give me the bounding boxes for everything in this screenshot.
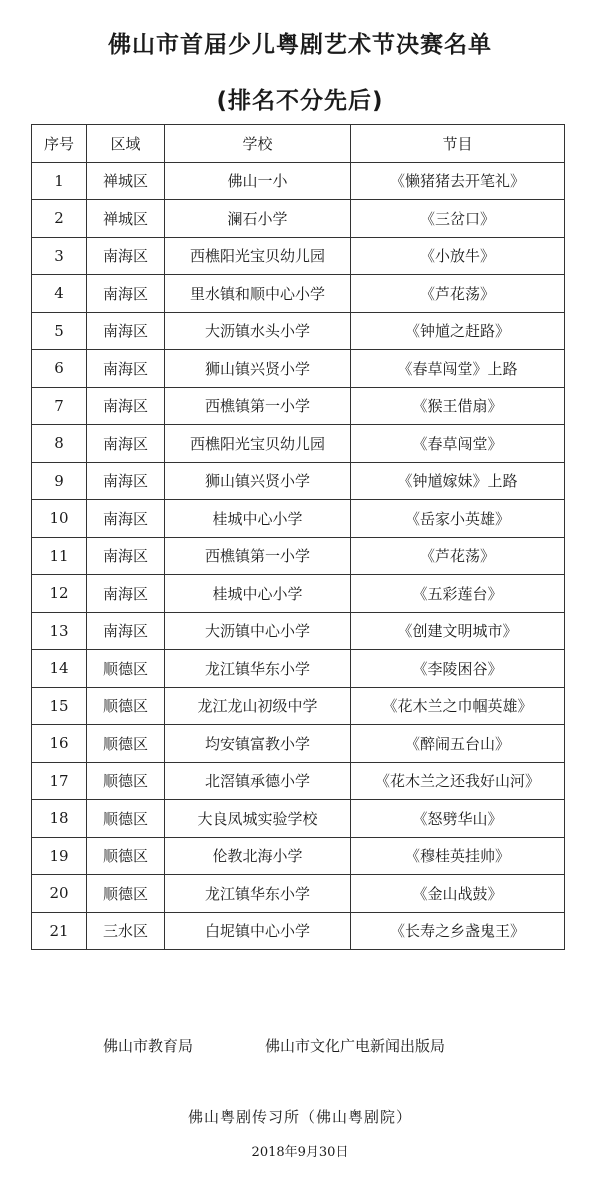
table-row <box>32 650 565 688</box>
table-row <box>32 800 565 838</box>
row-number: 6 <box>32 350 87 388</box>
row-program: 《小放牛》 <box>351 237 565 275</box>
table-row <box>32 575 565 613</box>
row-district: 南海区 <box>87 575 165 613</box>
row-school: 龙江龙山初级中学 <box>165 687 351 725</box>
table-row <box>32 200 565 238</box>
table-row <box>32 875 565 913</box>
table-row <box>32 612 565 650</box>
row-school: 狮山镇兴贤小学 <box>165 350 351 388</box>
table-row <box>32 387 565 425</box>
row-number: 12 <box>32 575 87 613</box>
row-number: 8 <box>32 425 87 463</box>
row-program: 《五彩莲台》 <box>351 575 565 613</box>
row-district: 南海区 <box>87 462 165 500</box>
row-program: 《花木兰之还我好山河》 <box>351 762 565 800</box>
table-row <box>32 725 565 763</box>
row-district: 三水区 <box>87 912 165 950</box>
table-row <box>32 462 565 500</box>
table-row <box>32 500 565 538</box>
row-program: 《芦花荡》 <box>351 275 565 313</box>
row-district: 顺德区 <box>87 687 165 725</box>
row-program: 《懒猪猪去开笔礼》 <box>351 162 565 200</box>
row-district: 南海区 <box>87 387 165 425</box>
row-program: 《花木兰之巾帼英雄》 <box>351 687 565 725</box>
table-body <box>32 162 565 950</box>
row-district: 南海区 <box>87 500 165 538</box>
row-program: 《醉闹五台山》 <box>351 725 565 763</box>
row-number: 10 <box>32 500 87 538</box>
row-number: 1 <box>32 162 87 200</box>
row-school: 伦教北海小学 <box>165 837 351 875</box>
row-number: 3 <box>32 237 87 275</box>
row-school: 龙江镇华东小学 <box>165 875 351 913</box>
table-row <box>32 837 565 875</box>
row-program: 《猴王借扇》 <box>351 387 565 425</box>
row-school: 均安镇富教小学 <box>165 725 351 763</box>
table-row <box>32 237 565 275</box>
row-school: 桂城中心小学 <box>165 500 351 538</box>
table-row <box>32 912 565 950</box>
row-district: 顺德区 <box>87 800 165 838</box>
table-row <box>32 537 565 575</box>
document-title: 佛山市首届少儿粤剧艺术节决赛名单 <box>108 32 492 58</box>
row-school: 澜石小学 <box>165 200 351 238</box>
row-number: 16 <box>32 725 87 763</box>
row-school: 狮山镇兴贤小学 <box>165 462 351 500</box>
row-district: 南海区 <box>87 237 165 275</box>
row-program: 《长寿之乡盏鬼王》 <box>351 912 565 950</box>
row-program: 《金山战鼓》 <box>351 875 565 913</box>
row-school: 西樵镇第一小学 <box>165 387 351 425</box>
header-number: 序号 <box>32 125 87 163</box>
row-district: 顺德区 <box>87 837 165 875</box>
row-program: 《李陵困谷》 <box>351 650 565 688</box>
table-row <box>32 350 565 388</box>
row-district: 南海区 <box>87 425 165 463</box>
table-row <box>32 425 565 463</box>
issuer-culture-bureau: 佛山市文化广电新闻出版局 <box>265 1037 446 1055</box>
row-school: 大良凤城实验学校 <box>165 800 351 838</box>
row-district: 禅城区 <box>87 200 165 238</box>
row-school: 龙江镇华东小学 <box>165 650 351 688</box>
row-district: 禅城区 <box>87 162 165 200</box>
header-district: 区域 <box>87 125 165 163</box>
row-district: 顺德区 <box>87 875 165 913</box>
row-number: 13 <box>32 612 87 650</box>
row-number: 19 <box>32 837 87 875</box>
row-program: 《穆桂英挂帅》 <box>351 837 565 875</box>
row-program: 《钟馗之赶路》 <box>351 312 565 350</box>
row-district: 南海区 <box>87 350 165 388</box>
row-school: 西樵阳光宝贝幼儿园 <box>165 425 351 463</box>
issue-date: 2018年9月30日 <box>251 1145 349 1160</box>
row-program: 《芦花荡》 <box>351 537 565 575</box>
row-school: 白坭镇中心小学 <box>165 912 351 950</box>
row-number: 9 <box>32 462 87 500</box>
row-number: 4 <box>32 275 87 313</box>
finalist-table <box>31 124 565 950</box>
row-school: 里水镇和顺中心小学 <box>165 275 351 313</box>
row-number: 7 <box>32 387 87 425</box>
row-program: 《春草闯堂》 <box>351 425 565 463</box>
row-program: 《三岔口》 <box>351 200 565 238</box>
row-district: 顺德区 <box>87 725 165 763</box>
row-district: 南海区 <box>87 537 165 575</box>
row-district: 顺德区 <box>87 650 165 688</box>
row-school: 桂城中心小学 <box>165 575 351 613</box>
row-school: 西樵镇第一小学 <box>165 537 351 575</box>
row-number: 20 <box>32 875 87 913</box>
row-school: 西樵阳光宝贝幼儿园 <box>165 237 351 275</box>
table-row <box>32 162 565 200</box>
row-district: 南海区 <box>87 312 165 350</box>
table-row <box>32 687 565 725</box>
row-program: 《怒劈华山》 <box>351 800 565 838</box>
row-school: 大沥镇水头小学 <box>165 312 351 350</box>
table-row <box>32 275 565 313</box>
row-number: 18 <box>32 800 87 838</box>
row-program: 《岳家小英雄》 <box>351 500 565 538</box>
row-program: 《创建文明城市》 <box>351 612 565 650</box>
row-number: 2 <box>32 200 87 238</box>
row-number: 15 <box>32 687 87 725</box>
table-row <box>32 312 565 350</box>
row-number: 11 <box>32 537 87 575</box>
row-program: 《春草闯堂》上路 <box>351 350 565 388</box>
row-school: 大沥镇中心小学 <box>165 612 351 650</box>
row-school: 北滘镇承德小学 <box>165 762 351 800</box>
header-school: 学校 <box>165 125 351 163</box>
issuer-education-bureau: 佛山市教育局 <box>103 1037 194 1055</box>
document-subtitle: (排名不分先后) <box>216 88 384 114</box>
row-number: 14 <box>32 650 87 688</box>
row-district: 南海区 <box>87 612 165 650</box>
header-program: 节目 <box>351 125 565 163</box>
issuer-opera-institute: 佛山粤剧传习所（佛山粤剧院） <box>187 1108 412 1126</box>
row-number: 5 <box>32 312 87 350</box>
row-school: 佛山一小 <box>165 162 351 200</box>
row-number: 21 <box>32 912 87 950</box>
table-header-row <box>32 125 565 163</box>
row-program: 《钟馗嫁妹》上路 <box>351 462 565 500</box>
table-row <box>32 762 565 800</box>
row-district: 南海区 <box>87 275 165 313</box>
row-district: 顺德区 <box>87 762 165 800</box>
row-number: 17 <box>32 762 87 800</box>
